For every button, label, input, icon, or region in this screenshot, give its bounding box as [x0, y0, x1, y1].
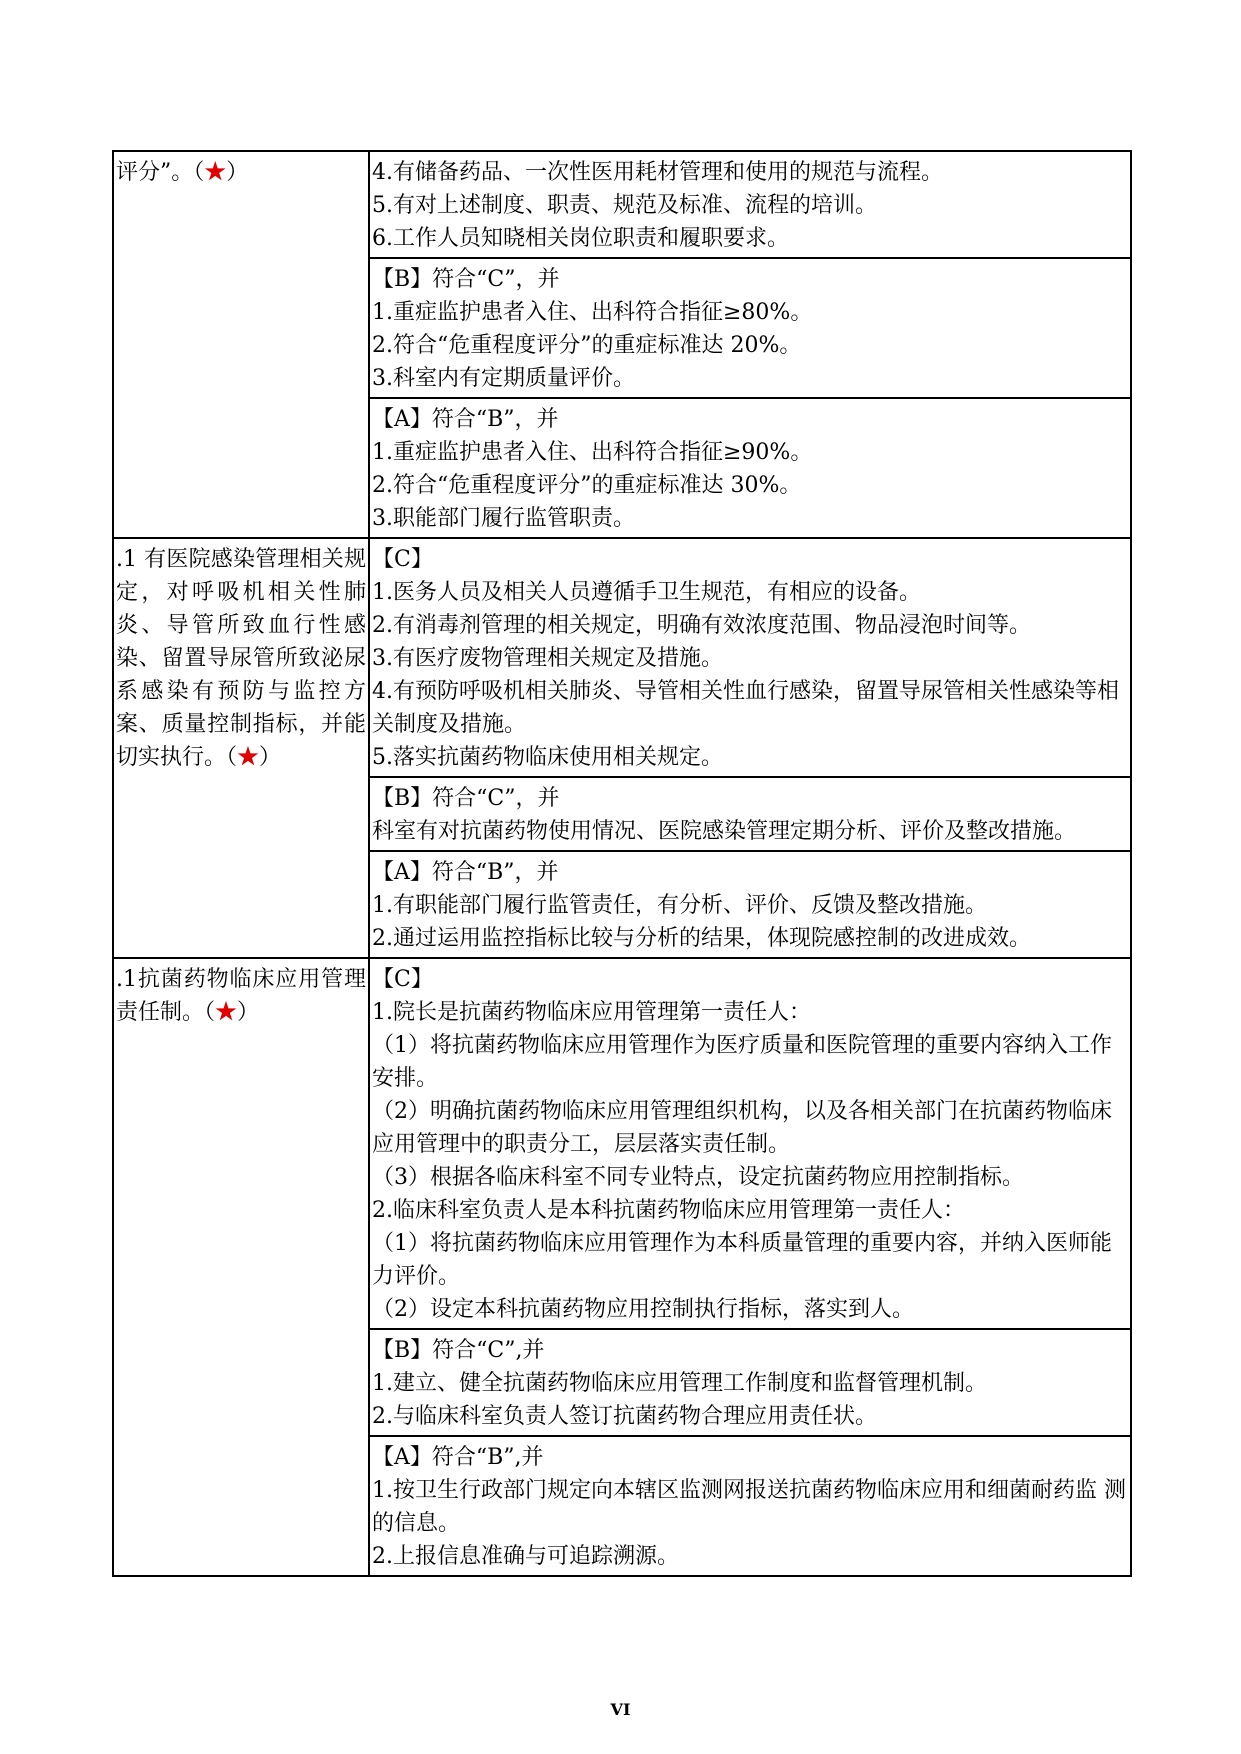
list-item: 1.按卫生行政部门规定向本辖区监测网报送抗菌药物临床应用和细菌耐药监 测的信息。 [372, 1478, 1126, 1536]
standards-table [112, 150, 1132, 1577]
table-row [113, 958, 1131, 1329]
grade-heading: 【B】符合“C”，并 [372, 786, 560, 811]
list-item: （1）将抗菌药物临床应用管理作为本科质量管理的重要内容，并纳入医师能 力评价。 [372, 1231, 1112, 1289]
criterion-tail: ） [237, 1000, 260, 1025]
grade-b-block [369, 258, 1131, 398]
list-item: 1.重症监护患者入住、出科符合指征≥90%。 [372, 440, 813, 465]
grade-b-block [369, 777, 1131, 851]
list-item: 3.职能部门履行监管职责。 [372, 506, 635, 531]
grade-a-block [369, 1436, 1131, 1576]
list-item: 4.有预防呼吸机相关肺炎、导管相关性血行感染，留置导尿管相关性感染等相 关制度及措施。 [372, 679, 1119, 737]
criterion-text: 评分”。（ [116, 160, 205, 185]
grade-b-block [369, 1329, 1131, 1436]
list-item: （2）明确抗菌药物临床应用管理组织机构，以及各相关部门在抗菌药物临床 应用管理中的职责分工，层层落实责任制。 [372, 1099, 1112, 1157]
list-item: 1.院长是抗菌药物临床应用管理第一责任人： [372, 1000, 811, 1025]
grade-a-block [369, 398, 1131, 538]
list-item: 2.与临床科室负责人签订抗菌药物合理应用责任状。 [372, 1404, 877, 1429]
star-icon: ★ [204, 160, 227, 185]
list-item: 3.有医疗废物管理相关规定及措施。 [372, 646, 723, 671]
list-item: （2）设定本科抗菌药物应用控制执行指标，落实到人。 [372, 1297, 914, 1322]
grade-heading: 【A】符合“B”,并 [372, 1445, 544, 1470]
criterion-tail: ） [259, 745, 282, 770]
list-item: 2.通过运用监控指标比较与分析的结果，体现院感控制的改进成效。 [372, 926, 1031, 951]
table-row [113, 151, 1131, 258]
grade-heading: 【C】 [372, 547, 433, 572]
grade-a-block [369, 851, 1131, 958]
table-row [113, 538, 1131, 777]
list-item: 2.临床科室负责人是本科抗菌药物临床应用管理第一责任人： [372, 1198, 965, 1223]
list-item: 1.有职能部门履行监管责任，有分析、评价、反馈及整改措施。 [372, 893, 987, 918]
list-item: 2.符合“危重程度评分”的重症标准达 30%。 [372, 473, 802, 498]
list-item: （3）根据各临床科室不同专业特点，设定抗菌药物应用控制指标。 [372, 1165, 1024, 1190]
page-number: VI [610, 1700, 631, 1719]
criterion-text: .1 有医院感染管理相关规定，对呼吸机相关性肺炎、导管所致血行性感染、留置导尿管所致泌尿系感染有预防与监控方案、质量控制指标，并能切实执行。（ [116, 547, 366, 770]
list-item: 5.有对上述制度、职责、规范及标准、流程的培训。 [372, 193, 877, 218]
list-item: 1.重症监护患者入住、出科符合指征≥80%。 [372, 300, 813, 325]
grade-heading: 【B】符合“C”，并 [372, 267, 560, 292]
list-item: 5.落实抗菌药物临床使用相关规定。 [372, 745, 723, 770]
list-item: 3.科室内有定期质量评价。 [372, 366, 635, 391]
grade-c-block [369, 538, 1131, 777]
grade-heading: 【C】 [372, 967, 433, 992]
list-item: 2.上报信息准确与可追踪溯源。 [372, 1544, 679, 1569]
star-icon: ★ [215, 1000, 238, 1025]
criterion-text: .1抗菌药物临床应用管理责任制。（ [116, 967, 366, 1025]
list-item: （1）将抗菌药物临床应用管理作为医疗质量和医院管理的重要内容纳入工作 安排。 [372, 1033, 1112, 1091]
list-item: 1.医务人员及相关人员遵循手卫生规范，有相应的设备。 [372, 580, 921, 605]
list-item: 2.有消毒剂管理的相关规定，明确有效浓度范围、物品浸泡时间等。 [372, 613, 1031, 638]
list-item: 2.符合“危重程度评分”的重症标准达 20%。 [372, 333, 802, 358]
criterion-cell [113, 538, 369, 958]
grade-c-block [369, 958, 1131, 1329]
grade-heading: 【B】符合“C”,并 [372, 1338, 545, 1363]
list-item: 4.有储备药品、一次性医用耗材管理和使用的规范与流程。 [372, 160, 943, 185]
grade-heading: 【A】符合“B”，并 [372, 860, 559, 885]
criterion-tail: ） [226, 160, 249, 185]
criterion-cell [113, 958, 369, 1576]
list-item: 科室有对抗菌药物使用情况、医院感染管理定期分析、评价及整改措施。 [372, 819, 1077, 844]
star-icon: ★ [237, 745, 260, 770]
criterion-cell [113, 151, 369, 538]
grade-c-block [369, 151, 1131, 258]
list-item: 1.建立、健全抗菌药物临床应用管理工作制度和监督管理机制。 [372, 1371, 987, 1396]
grade-heading: 【A】符合“B”，并 [372, 407, 559, 432]
list-item: 6.工作人员知晓相关岗位职责和履职要求。 [372, 226, 789, 251]
